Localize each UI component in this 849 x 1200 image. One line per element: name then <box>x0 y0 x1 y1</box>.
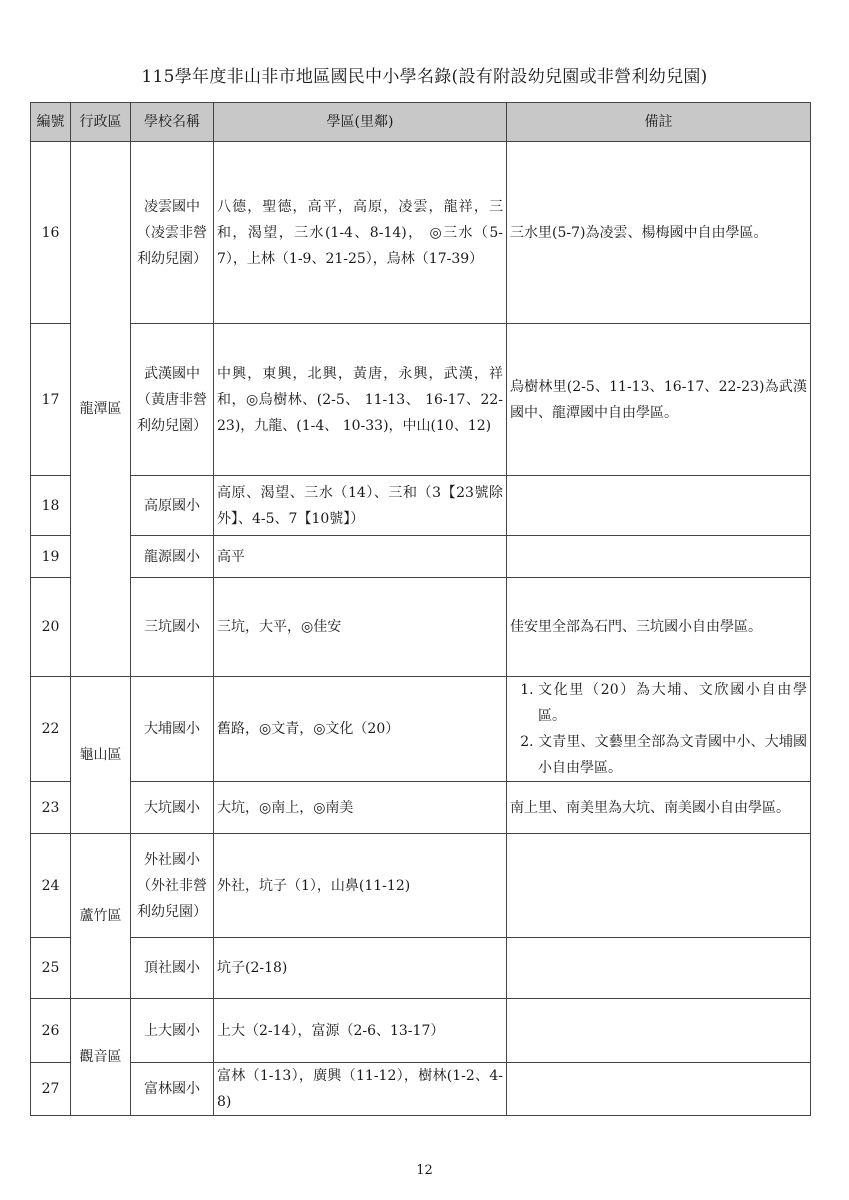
school-zone: 高原、渴望、三水（14）、三和（3【23號除外】、4-5、7【10號】） <box>214 476 507 536</box>
remarks: 三水里(5-7)為凌雲、楊梅國中自由學區。 <box>507 142 811 324</box>
school-name: 高原國小 <box>131 476 214 536</box>
remarks <box>507 677 811 782</box>
table-row <box>31 938 811 999</box>
school-zone: 中興，東興，北興，黃唐，永興，武漢，祥和，◎烏樹林、(2-5、 11-13、 16-17、22-23)，九龍、(1-4、 10-33)，中山(10、12) <box>214 324 507 476</box>
district-cell: 龍潭區 <box>71 142 131 677</box>
header-school-zone: 學區(里鄰) <box>214 103 507 142</box>
school-zone: 高平 <box>214 536 507 578</box>
district-cell: 龜山區 <box>71 677 131 834</box>
remarks: 烏樹林里(2-5、11-13、16-17、22-23)為武漢國中、龍潭國中自由學區。 <box>507 324 811 476</box>
remarks: 佳安里全部為石門、三坑國小自由學區。 <box>507 578 811 677</box>
school-name: 龍源國小 <box>131 536 214 578</box>
row-number: 24 <box>31 834 71 938</box>
remarks-list-item: 2. 文青里、文藝里全部為文青國中小、大埔國小自由學區。 <box>538 729 807 781</box>
remarks-list-item: 1. 文化里（20）為大埔、文欣國小自由學區。 <box>538 677 807 729</box>
school-name: 上大國小 <box>131 999 214 1063</box>
remarks: 南上里、南美里為大坑、南美國小自由學區。 <box>507 782 811 834</box>
school-name: 凌雲國中（凌雲非營利幼兒園） <box>131 142 214 324</box>
school-name: 富林國小 <box>131 1063 214 1116</box>
district-cell: 觀音區 <box>71 999 131 1116</box>
school-name: 頂社國小 <box>131 938 214 999</box>
school-zone: 坑子(2-18) <box>214 938 507 999</box>
table-row <box>31 834 811 938</box>
table-row <box>31 142 811 324</box>
row-number: 18 <box>31 476 71 536</box>
row-number: 23 <box>31 782 71 834</box>
header-number: 編號 <box>31 103 71 142</box>
row-number: 19 <box>31 536 71 578</box>
table-row <box>31 578 811 677</box>
row-number: 22 <box>31 677 71 782</box>
table-row <box>31 677 811 782</box>
school-name: 大埔國小 <box>131 677 214 782</box>
table-row <box>31 1063 811 1116</box>
remarks-list <box>510 677 807 781</box>
remarks <box>507 476 811 536</box>
school-zone: 大坑，◎南上，◎南美 <box>214 782 507 834</box>
remarks <box>507 834 811 938</box>
school-zone: 八德，聖德，高平，高原，凌雲，龍祥，三和，渴望，三水(1-4、8-14)， ◎三水（5-7），上林（1-9、21-25），烏林（17-39） <box>214 142 507 324</box>
school-name: 大坑國小 <box>131 782 214 834</box>
school-zone: 舊路，◎文青，◎文化（20） <box>214 677 507 782</box>
table-row <box>31 476 811 536</box>
header-remarks: 備註 <box>507 103 811 142</box>
remarks <box>507 938 811 999</box>
school-zone: 三坑，大平，◎佳安 <box>214 578 507 677</box>
header-school-name: 學校名稱 <box>131 103 214 142</box>
table-row <box>31 782 811 834</box>
row-number: 26 <box>31 999 71 1063</box>
school-zone: 富林（1-13），廣興（11-12），樹林(1-2、4-8) <box>214 1063 507 1116</box>
table-header-row <box>31 103 811 142</box>
row-number: 17 <box>31 324 71 476</box>
table-row <box>31 324 811 476</box>
header-district: 行政區 <box>71 103 131 142</box>
school-zone: 外社，坑子（1），山鼻(11-12) <box>214 834 507 938</box>
row-number: 27 <box>31 1063 71 1116</box>
school-name: 武漢國中（黃唐非營利幼兒園） <box>131 324 214 476</box>
document-title: 115學年度非山非市地區國民中小學名錄(設有附設幼兒園或非營利幼兒園) <box>141 67 708 87</box>
remarks <box>507 999 811 1063</box>
school-zone: 上大（2-14），富源（2-6、13-17） <box>214 999 507 1063</box>
school-roster-table <box>30 102 811 1116</box>
table-row <box>31 536 811 578</box>
row-number: 20 <box>31 578 71 677</box>
remarks <box>507 1063 811 1116</box>
row-number: 25 <box>31 938 71 999</box>
page-number: 12 <box>416 1163 433 1178</box>
school-name: 三坑國小 <box>131 578 214 677</box>
district-cell: 蘆竹區 <box>71 834 131 999</box>
school-name: 外社國小（外社非營利幼兒園） <box>131 834 214 938</box>
table-row <box>31 999 811 1063</box>
row-number: 16 <box>31 142 71 324</box>
remarks <box>507 536 811 578</box>
